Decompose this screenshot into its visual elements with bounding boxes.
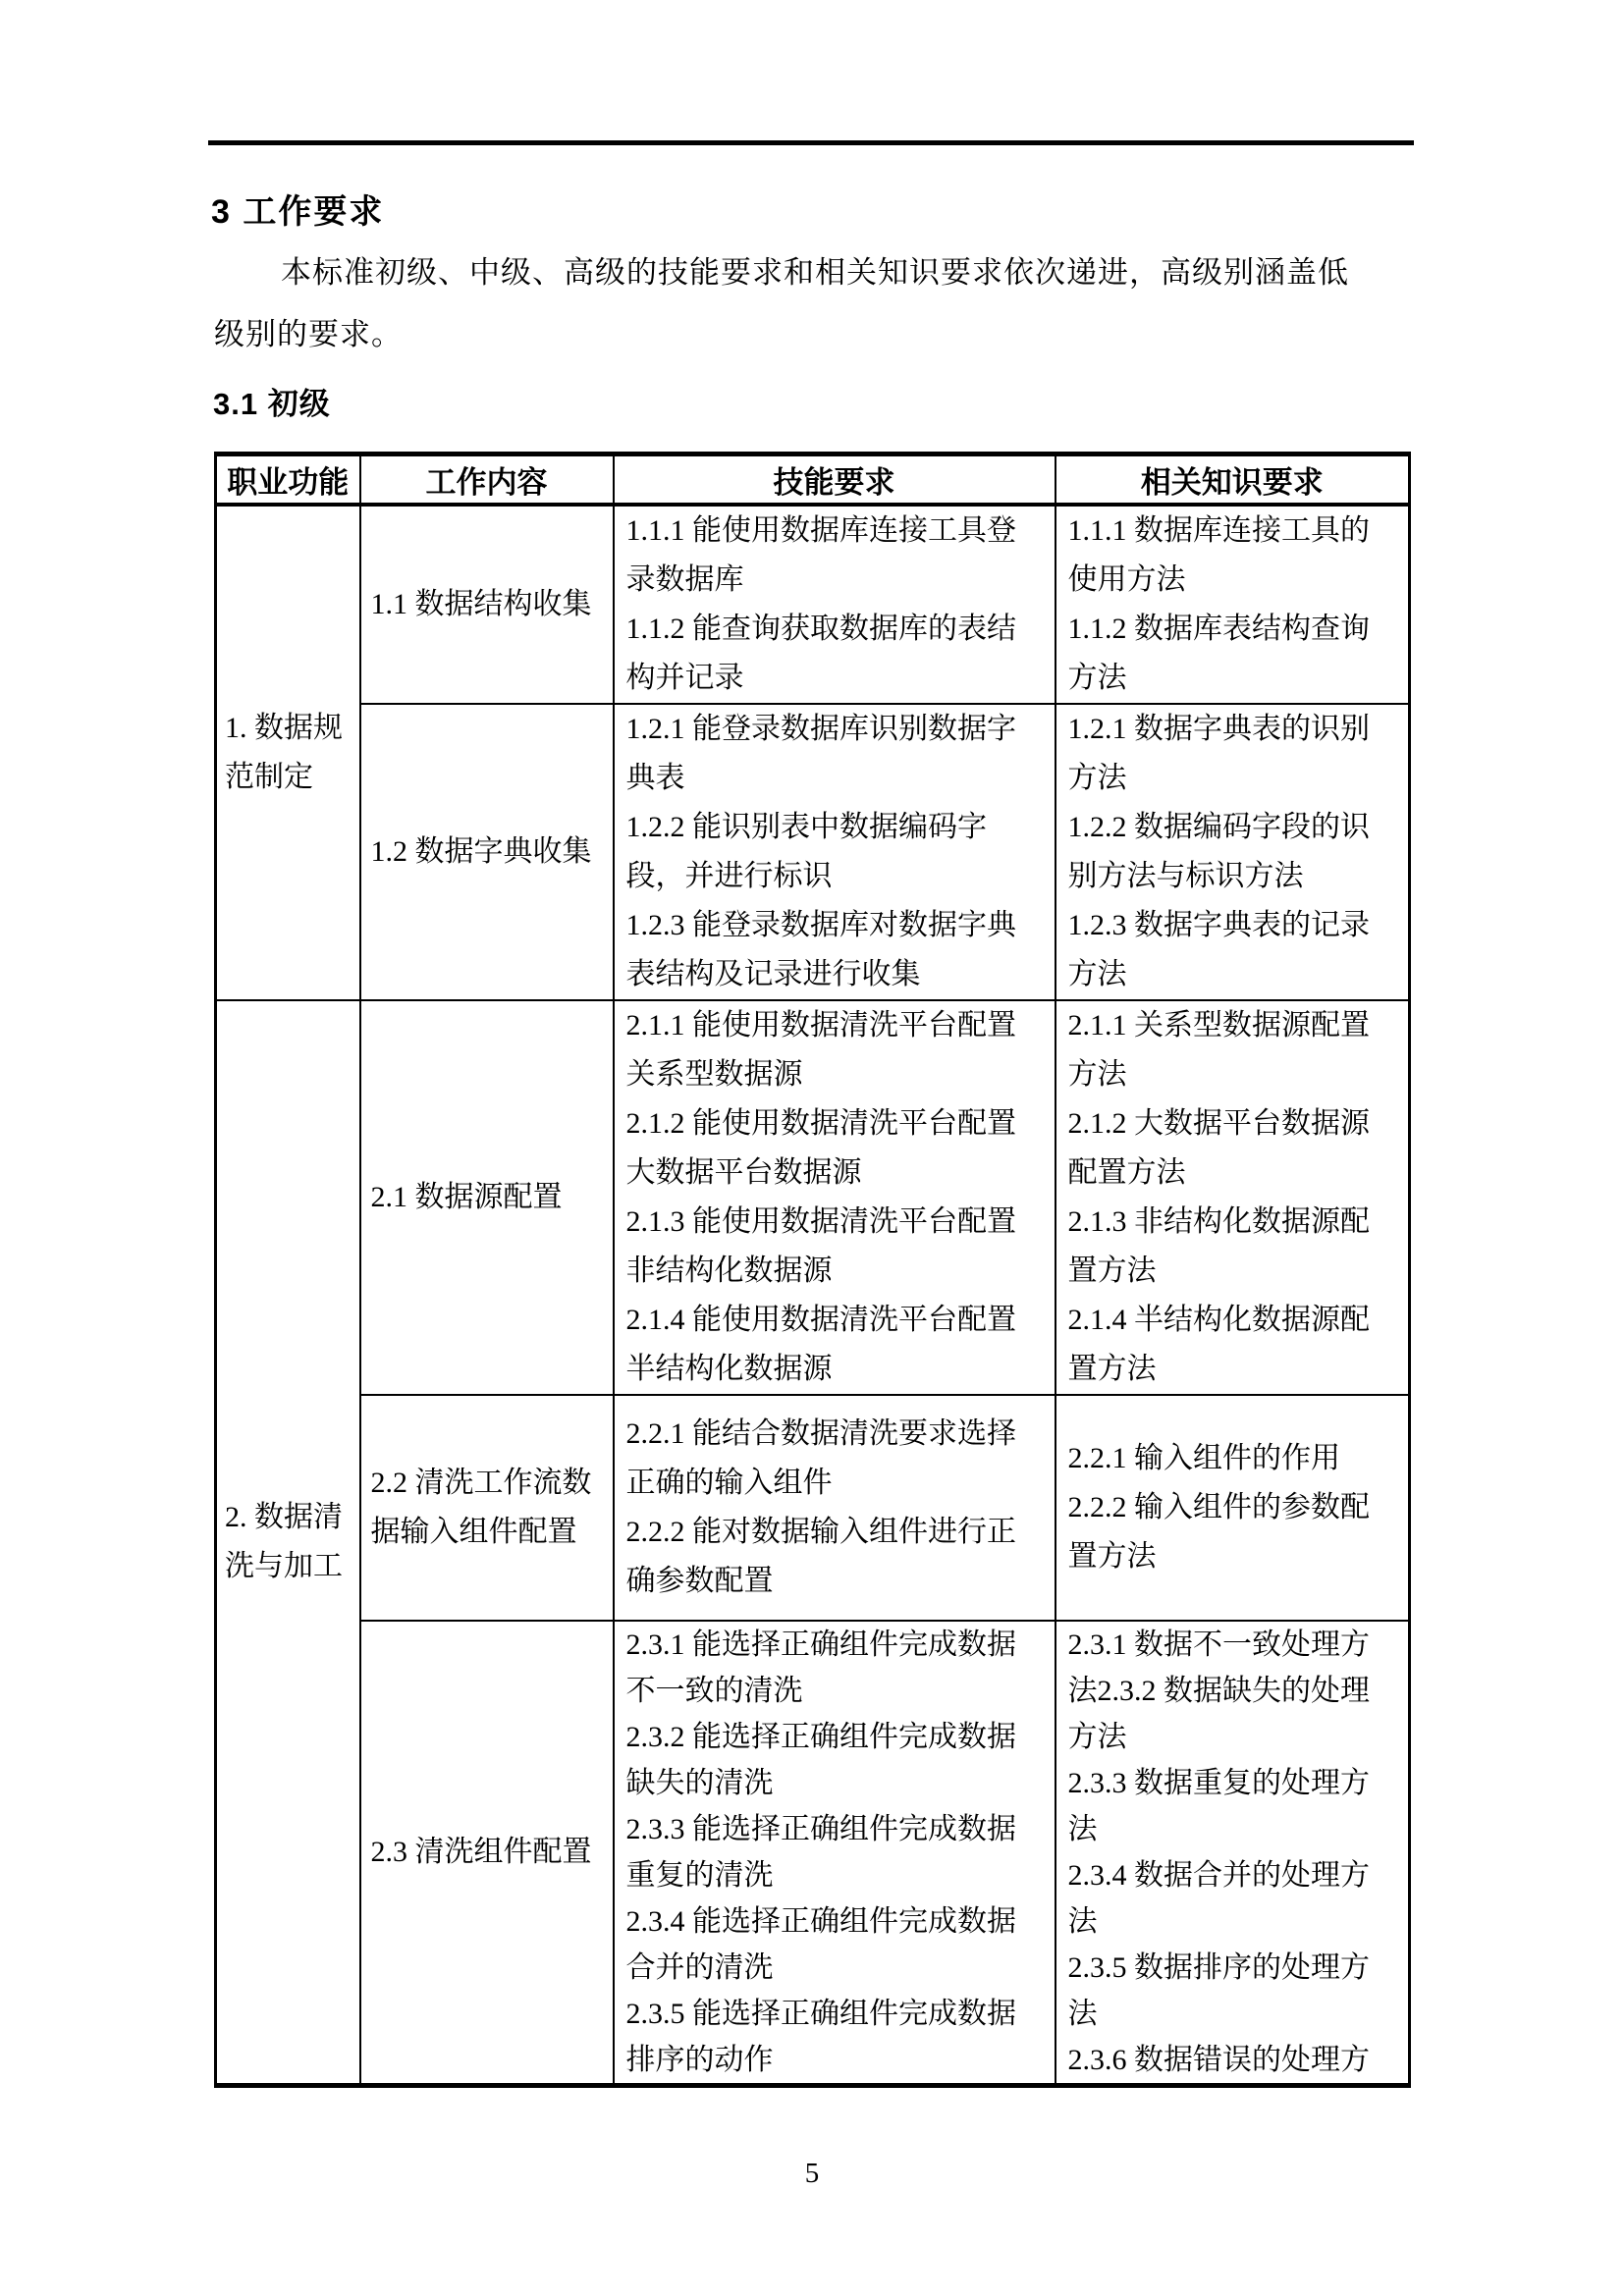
cell-skill-2-3 <box>614 1621 1056 2086</box>
text-line: 1.2.2 能识别表中数据编码字 <box>625 810 987 843</box>
text-line: 1. 数据规 <box>225 711 343 744</box>
text-line: 1.2 数据字典收集 <box>370 834 592 868</box>
text-line: 法 <box>1067 1904 1098 1938</box>
cell-skill-2-2 <box>614 1395 1056 1621</box>
text-line: 2.1.1 能使用数据清洗平台配置 <box>625 1008 1016 1041</box>
text-line: 2.3.1 数据不一致处理方 <box>1067 1628 1370 1661</box>
table-row <box>216 1621 1410 2086</box>
text-line: 2.1 数据源配置 <box>370 1180 563 1213</box>
text-line: 不一致的清洗 <box>625 1674 803 1707</box>
text-line: 2.3.4 数据合并的处理方 <box>1067 1858 1370 1892</box>
text-line: 排序的动作 <box>625 2043 774 2076</box>
text-line: 2.1.4 半结构化数据源配 <box>1067 1303 1370 1336</box>
text-line: 方法 <box>1067 1057 1127 1091</box>
text-line: 1.2.1 能登录数据库识别数据字 <box>625 712 1016 745</box>
cell-work-2-1 <box>360 1000 614 1395</box>
cell-skill-2-1 <box>614 1000 1056 1395</box>
text-line: 典表 <box>625 761 685 794</box>
text-line: 2.3.4 能选择正确组件完成数据 <box>625 1904 1016 1938</box>
text-line: 重复的清洗 <box>625 1858 774 1892</box>
text-line: 方法 <box>1067 957 1127 990</box>
cell-work-1-1 <box>360 505 614 704</box>
text-line: 1.2.3 能登录数据库对数据字典 <box>625 908 1016 941</box>
cell-skill-1-1 <box>614 505 1056 704</box>
text-line: 缺失的清洗 <box>625 1766 774 1799</box>
text-line: 2.2.1 能结合数据清洗要求选择 <box>625 1416 1016 1450</box>
text-line: 2.3.3 数据重复的处理方 <box>1067 1766 1370 1799</box>
text-line: 1.1.1 数据库连接工具的 <box>1067 513 1370 547</box>
text-line: 方法 <box>1067 1720 1127 1753</box>
text-line: 1.1.1 能使用数据库连接工具登 <box>625 513 1016 547</box>
text-line: 别方法与标识方法 <box>1067 859 1304 892</box>
text-line: 2.1.3 非结构化数据源配 <box>1067 1204 1370 1238</box>
text-line: 1.2.3 数据字典表的记录 <box>1067 908 1370 941</box>
text-line: 方法 <box>1067 761 1127 794</box>
cell-function-group-2 <box>216 1000 360 2086</box>
cell-skill-1-2 <box>614 704 1056 1000</box>
text-line: 2.1.4 能使用数据清洗平台配置 <box>625 1303 1016 1336</box>
col-header-knowledge-requirements: 相关知识要求 <box>1056 454 1410 505</box>
text-line: 使用方法 <box>1067 562 1186 596</box>
text-line: 2.2 清洗工作流数 <box>370 1466 592 1499</box>
cell-knowledge-1-2 <box>1056 704 1410 1000</box>
table-row <box>216 704 1410 1000</box>
subsection-heading: 3.1 初级 <box>213 387 331 421</box>
text-line: 确参数配置 <box>625 1564 774 1597</box>
text-line: 2.3.2 能选择正确组件完成数据 <box>625 1720 1016 1753</box>
text-line: 1.2.1 数据字典表的识别 <box>1067 712 1370 745</box>
text-line: 置方法 <box>1067 1352 1157 1385</box>
text-line: 方法 <box>1067 661 1127 694</box>
text-line: 段，并进行标识 <box>625 859 833 892</box>
text-line: 非结构化数据源 <box>625 1254 833 1287</box>
text-line: 2.2.2 能对数据输入组件进行正 <box>625 1515 1016 1548</box>
text-line: 范制定 <box>225 760 313 793</box>
text-line: 半结构化数据源 <box>625 1352 833 1385</box>
text-line: 2.1.3 能使用数据清洗平台配置 <box>625 1204 1016 1238</box>
cell-work-2-3 <box>360 1621 614 2086</box>
cell-work-2-2 <box>360 1395 614 1621</box>
text-line: 2.3.1 能选择正确组件完成数据 <box>625 1628 1016 1661</box>
paragraph-line: 本标准初级、中级、高级的技能要求和相关知识要求依次递进，高级别涵盖低 <box>281 255 1349 290</box>
text-line: 合并的清洗 <box>625 1950 774 1984</box>
cell-knowledge-2-3 <box>1056 1621 1410 2086</box>
section-heading: 3 工作要求 <box>211 193 385 231</box>
text-line: 置方法 <box>1067 1539 1157 1573</box>
text-line: 2.1.2 大数据平台数据源 <box>1067 1106 1370 1140</box>
text-line: 法 <box>1067 1997 1098 2030</box>
col-header-skill-requirements: 技能要求 <box>614 454 1056 505</box>
text-line: 法 <box>1067 1812 1098 1845</box>
table-row <box>216 1000 1410 1395</box>
text-line: 2. 数据清 <box>225 1500 343 1533</box>
table-row <box>216 505 1410 704</box>
page-header-rule <box>208 140 1414 145</box>
text-line: 2.1.1 关系型数据源配置 <box>1067 1008 1370 1041</box>
text-line: 1.1 数据结构收集 <box>370 587 592 620</box>
page-number: 5 <box>804 2158 820 2189</box>
text-line: 录数据库 <box>625 562 744 596</box>
col-header-work-content: 工作内容 <box>360 454 614 505</box>
text-line: 2.3.5 数据排序的处理方 <box>1067 1950 1370 1984</box>
text-line: 2.3.5 能选择正确组件完成数据 <box>625 1997 1016 2030</box>
text-line: 2.3.6 数据错误的处理方 <box>1067 2043 1370 2076</box>
text-line: 配置方法 <box>1067 1155 1186 1189</box>
text-line: 2.1.2 能使用数据清洗平台配置 <box>625 1106 1016 1140</box>
text-line: 正确的输入组件 <box>625 1466 833 1499</box>
text-line: 2.3 清洗组件配置 <box>370 1836 592 1868</box>
text-line: 洗与加工 <box>225 1549 343 1582</box>
text-line: 1.2.2 数据编码字段的识 <box>1067 810 1370 843</box>
text-line: 2.3.3 能选择正确组件完成数据 <box>625 1812 1016 1845</box>
requirements-table <box>214 452 1411 2088</box>
text-line: 置方法 <box>1067 1254 1157 1287</box>
text-line: 1.1.2 数据库表结构查询 <box>1067 612 1370 645</box>
text-line: 法2.3.2 数据缺失的处理 <box>1067 1674 1370 1707</box>
text-line: 大数据平台数据源 <box>625 1155 862 1189</box>
col-header-occupational-function: 职业功能 <box>216 454 360 505</box>
text-line: 2.2.1 输入组件的作用 <box>1067 1441 1340 1474</box>
table-header-row <box>216 454 1410 505</box>
text-line: 2.2.2 输入组件的参数配 <box>1067 1490 1370 1523</box>
text-line: 1.1.2 能查询获取数据库的表结 <box>625 612 1016 645</box>
cell-knowledge-2-1 <box>1056 1000 1410 1395</box>
cell-knowledge-1-1 <box>1056 505 1410 704</box>
cell-knowledge-2-2 <box>1056 1395 1410 1621</box>
paragraph-line: 级别的要求。 <box>214 317 403 351</box>
text-line: 据输入组件配置 <box>370 1515 577 1548</box>
table-row <box>216 1395 1410 1621</box>
text-line: 关系型数据源 <box>625 1057 803 1091</box>
text-line: 构并记录 <box>625 661 744 694</box>
text-line: 表结构及记录进行收集 <box>625 957 921 990</box>
cell-work-1-2 <box>360 704 614 1000</box>
cell-function-group-1 <box>216 505 360 1000</box>
